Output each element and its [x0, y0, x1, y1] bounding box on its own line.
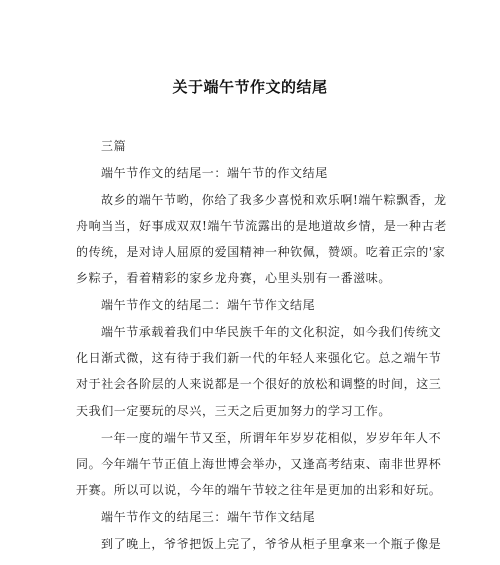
paragraph-line: 端午节承载着我们中华民族千年的文化积淀，如今我们传统文: [101, 325, 442, 339]
paragraph-line: 对于社会各阶层的人来说都是一个很好的放松和调整的时间，这三: [76, 377, 442, 391]
paragraph-line: 乡粽子，看着精彩的家乡龙舟赛，心里头别有一番滋味。: [76, 271, 392, 285]
section-label: 三篇: [101, 139, 127, 153]
paragraph-line: 一年一度的端午节又至，所谓年年岁岁花相似，岁岁年年人不: [101, 431, 442, 445]
paragraph-line: 开赛。所以可以说，今年的端午节较之往年是更加的出彩和好玩。: [76, 483, 442, 497]
paragraph-line: 的传统，是对诗人屈原的爱国精神一种钦佩，赞颂。吃着正宗的'家: [76, 245, 446, 259]
document-title: 关于端午节作文的结尾: [172, 78, 328, 96]
paragraph-line: 同。今年端午节正值上海世博会举办，又逢高考结束、南非世界杯: [76, 457, 442, 471]
paragraph-line: 到了晚上，爷爷把饭上完了，爷爷从柜子里拿来一个瓶子像是: [101, 537, 442, 551]
paragraph-line: 化日渐式微，这有待于我们新一代的年轻人来强化它。总之端午节: [76, 351, 442, 365]
paragraph-line: 天我们一定要玩的尽兴，三天之后更加努力的学习工作。: [76, 404, 392, 418]
paragraph-line: 故乡的端午节哟，你给了我多少喜悦和欢乐啊!端午粽飘香，龙: [101, 193, 447, 207]
subheading-2: 端午节作文的结尾二：端午节作文结尾: [101, 298, 316, 312]
subheading-1: 端午节作文的结尾一：端午节的作文结尾: [101, 166, 328, 180]
paragraph-line: 舟响当当，好事成双双!端午节流露出的是地道故乡情，是一种古老: [76, 219, 447, 233]
subheading-3: 端午节作文的结尾三：端午节作文结尾: [101, 510, 316, 524]
